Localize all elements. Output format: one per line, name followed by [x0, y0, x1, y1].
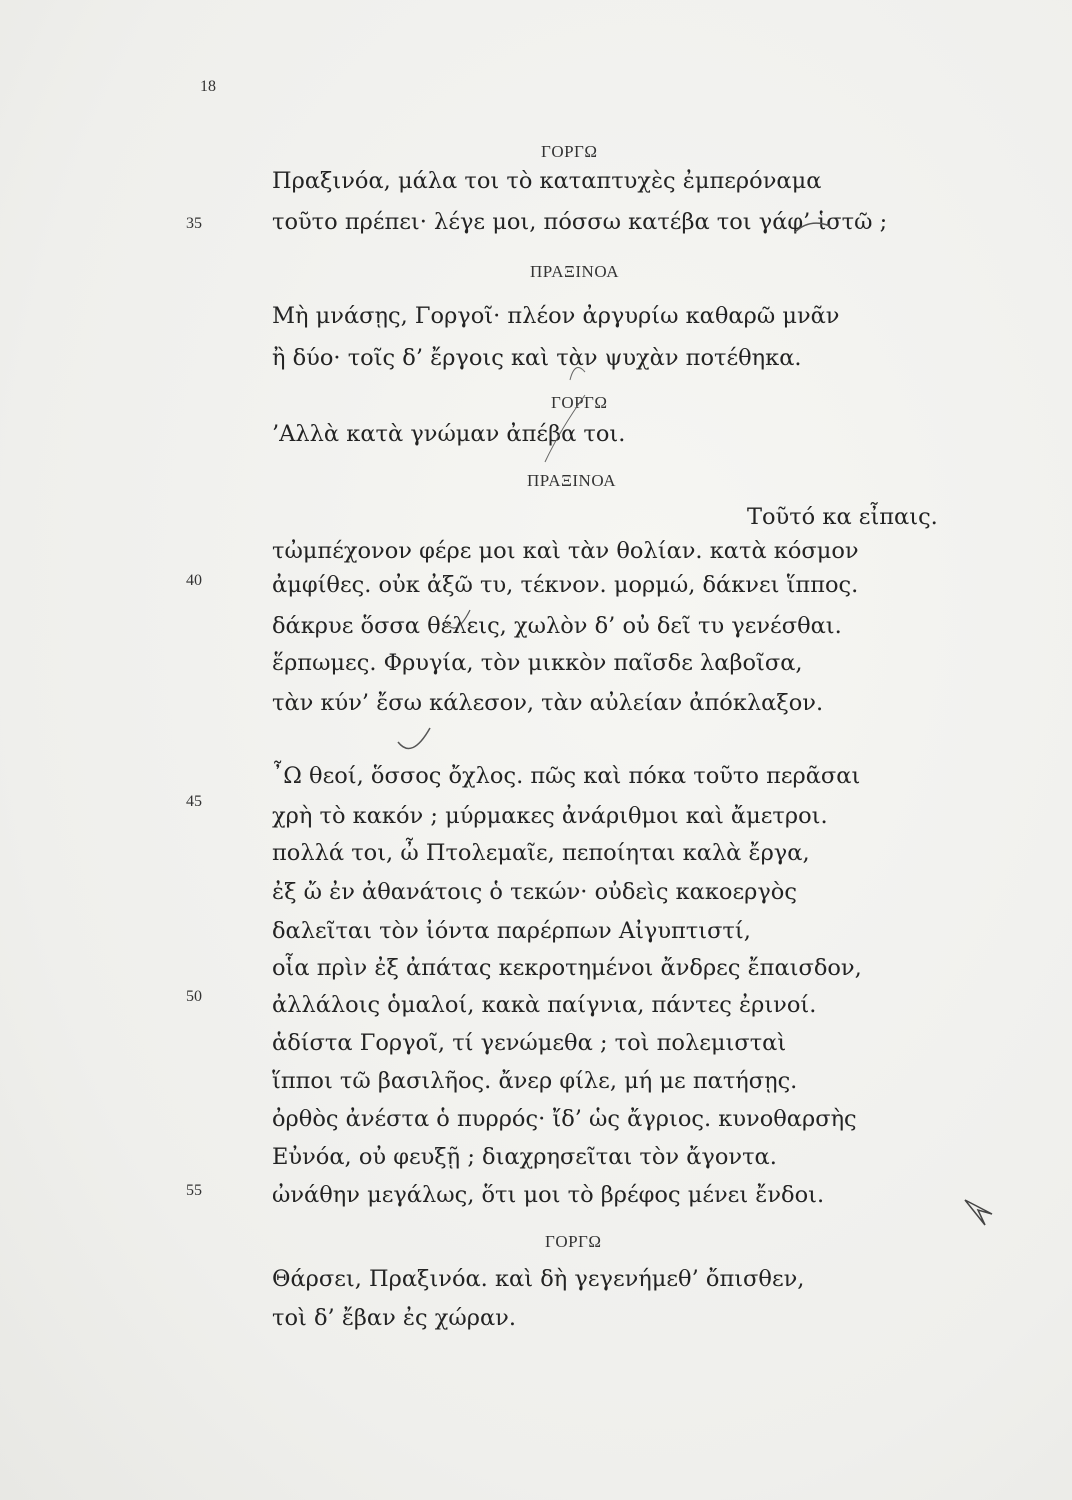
verse-line: ἀμφίθες. οὐκ ἀξῶ τυ, τέκνον. μορμώ, δάκνει ἵππος. [272, 572, 859, 598]
line-number-55: 55 [186, 1182, 202, 1199]
line-number-40: 40 [186, 572, 202, 589]
line-number-50: 50 [186, 988, 202, 1005]
verse-line: Εὐνόα, οὐ φευξῇ ; διαχρησεῖται τὸν ἄγοντα. [272, 1144, 777, 1170]
verse-line: χρὴ τὸ κακόν ; μύρμακες ἀνάριθμοι καὶ ἄμετροι. [272, 803, 828, 829]
page-number: 18 [200, 78, 216, 95]
speaker-gorgo: ΓΟΡΓΩ [545, 1232, 602, 1251]
speaker-gorgo: ΓΟΡΓΩ [551, 393, 608, 412]
verse-line: τὰν κύν’ ἔσω κάλεσον, τὰν αὐλείαν ἀπόκλαξον. [272, 690, 824, 716]
verse-line: ἕρπωμες. Φρυγία, τὸν μικκὸν παῖσδε λαβοῖσα, [272, 650, 803, 676]
verse-line: ῏Ω θεοί, ὅσσος ὄχλος. πῶς καὶ πόκα τοῦτο περᾶσαι [272, 763, 861, 789]
verse-line: Πραξινόα, μάλα τοι τὸ καταπτυχὲς ἐμπερόναμα [272, 168, 822, 194]
verse-line: τοῦτο πρέπει· λέγε μοι, πόσσω κατέβα τοι γάφ’ ἱστῶ ; [272, 209, 888, 235]
verse-line: ἵπποι τῶ βασιλῆος. ἄνερ φίλε, μή με πατήσῃς. [272, 1068, 798, 1094]
speaker-praxinoa: ΠΡΑΞΙΝΟΑ [530, 262, 620, 281]
verse-line: ὠνάθην μεγάλως, ὅτι μοι τὸ βρέφος μένει ἔνδοι. [272, 1182, 825, 1208]
line-number-45: 45 [186, 793, 202, 810]
verse-line: δάκρυε ὅσσα θέλεις, χωλὸν δ’ οὐ δεῖ τυ γενέσθαι. [272, 613, 842, 639]
verse-line: δαλεῖται τὸν ἰόντα παρέρπων Αἰγυπτιστί, [272, 918, 751, 944]
speaker-gorgo: ΓΟΡΓΩ [541, 142, 598, 161]
line-number-35: 35 [186, 215, 202, 232]
verse-line: ἐξ ὤ ἐν ἀθανάτοις ὁ τεκών· οὐδεὶς κακοεργὸς [272, 879, 797, 905]
verse-line: τοὶ δ’ ἔβαν ἐς χώραν. [272, 1305, 516, 1331]
verse-line: Τοῦτό κα εἶπαις. [747, 504, 938, 530]
verse-line: πολλά τοι, ὦ Πτολεμαῖε, πεποίηται καλὰ ἔργα, [272, 840, 810, 866]
verse-line: ἢ δύο· τοῖς δ’ ἔργοις καὶ τὰν ψυχὰν ποτέθηκα. [272, 345, 802, 371]
verse-line: Μὴ μνάσῃς, Γοργοῖ· πλέον ἀργυρίω καθαρῶ μνᾶν [272, 303, 840, 329]
speaker-praxinoa: ΠΡΑΞΙΝΟΑ [527, 471, 617, 490]
verse-line: ὀρθὸς ἀνέστα ὁ πυρρός· ἴδ’ ὡς ἄγριος. κυνοθαρσὴς [272, 1106, 857, 1132]
verse-line: ἀλλάλοις ὁμαλοί, κακὰ παίγνια, πάντες ἐρινοί. [272, 992, 817, 1018]
verse-line: οἷα πρὶν ἐξ ἀπάτας κεκροτημένοι ἄνδρες ἔπαισδον, [272, 955, 862, 981]
verse-line: Θάρσει, Πραξινόα. καὶ δὴ γεγενήμεθ’ ὄπισθεν, [272, 1266, 805, 1292]
verse-line: ’Αλλὰ κατὰ γνώμαν ἀπέβα τοι. [272, 421, 626, 447]
verse-line: ἁδίστα Γοργοῖ, τί γενώμεθα ; τοὶ πολεμισταὶ [272, 1030, 787, 1056]
verse-line: τὠμπέχονον φέρε μοι καὶ τὰν θολίαν. κατὰ κόσμον [272, 538, 859, 564]
